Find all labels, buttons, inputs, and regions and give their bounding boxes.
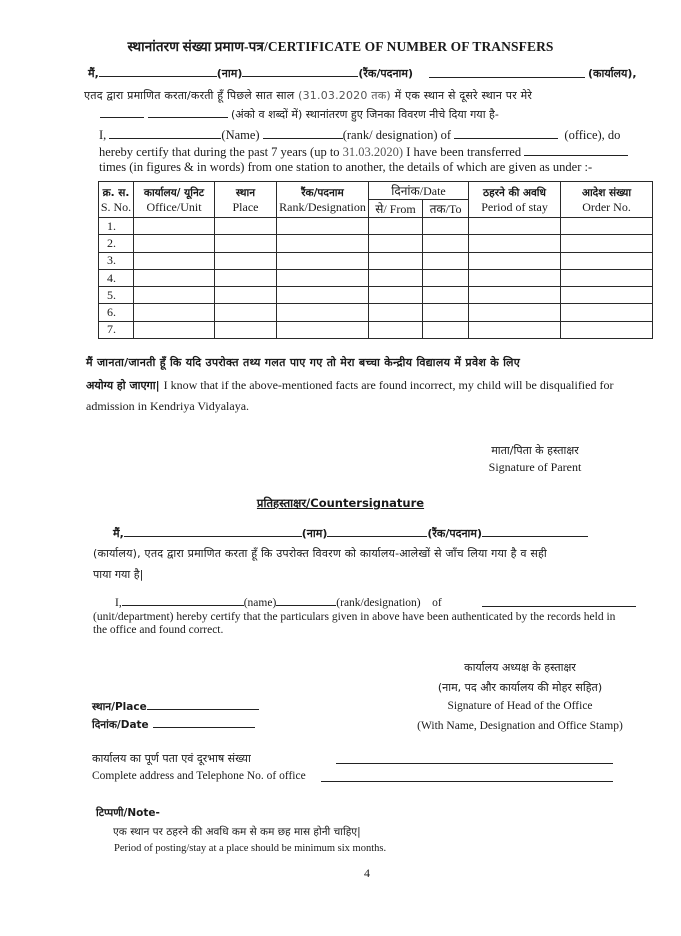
countersign-hindi-line3: पाया गया है| (93, 568, 144, 581)
english-intro-line2: hereby certify that during the past 7 years (up to 31.03.2020) I have been transferred (99, 145, 628, 160)
head-signature-en-line2: (With Name, Designation and Office Stamp) (417, 720, 623, 732)
cell-period[interactable] (469, 218, 561, 235)
cell-from[interactable] (369, 304, 423, 321)
countersign-hindi-name-field[interactable] (124, 526, 302, 537)
english-cutoff-date: 31.03.2020) (342, 145, 404, 159)
cell-order[interactable] (561, 269, 653, 286)
cell-period[interactable] (469, 269, 561, 286)
hindi-name-field[interactable] (99, 66, 217, 77)
cell-sno: 5. (99, 287, 134, 304)
cell-order[interactable] (561, 287, 653, 304)
header-date-from: से/ From (369, 200, 423, 218)
cell-place[interactable] (215, 304, 277, 321)
cell-period[interactable] (469, 235, 561, 252)
cell-period[interactable] (469, 321, 561, 338)
english-office-field[interactable] (454, 128, 558, 139)
countersign-hindi-line2: (कार्यालय), एतद द्वारा प्रमाणित करता हूँ कि उपरोक्त विवरण को कार्यालय-आलेखों से जाँच लिया गया है व सही (93, 547, 547, 560)
header-date-to: तक/To (423, 200, 469, 218)
cell-office[interactable] (134, 321, 215, 338)
cell-to[interactable] (423, 321, 469, 338)
hindi-rank-label: (रैंक/पदनाम) (358, 67, 413, 80)
hindi-intro-line3: (अंको व शब्दों में) स्थानांतरण हुए जिनका विवरण नीचे दिया गया है- (100, 107, 499, 122)
cell-rank[interactable] (277, 304, 369, 321)
cell-office[interactable] (134, 235, 215, 252)
table-row (99, 235, 653, 252)
cell-period[interactable] (469, 252, 561, 269)
hindi-prefix: मैं, (88, 67, 99, 80)
countersign-english-unit-field[interactable] (482, 596, 636, 607)
cell-rank[interactable] (277, 269, 369, 286)
english-intro-line3: times (in figures & in words) from one station to another, the details of which are given as under :- (99, 160, 593, 174)
countersign-english-line1: I, (name) (rank/designation) of (115, 597, 442, 609)
countersign-english-name-field[interactable] (122, 595, 244, 606)
table-row (99, 269, 653, 286)
cell-office[interactable] (134, 269, 215, 286)
table-row (99, 304, 653, 321)
declaration-line2: अयोग्य हो जाएगा| I know that if the above-mentioned facts are found incorrect, my child will be disqualified for (86, 378, 614, 392)
cell-order[interactable] (561, 304, 653, 321)
head-signature-hi-line1: कार्यालय अध्यक्ष के हस्ताक्षर (464, 661, 576, 674)
parent-signature-hi: माता/पिता के हस्ताक्षर (491, 444, 579, 457)
header-date: दिनांक/Date (369, 182, 469, 200)
hindi-office-field[interactable] (429, 67, 585, 78)
cell-period[interactable] (469, 287, 561, 304)
table-row (99, 321, 653, 338)
cell-place[interactable] (215, 287, 277, 304)
place-row: स्थान/Place (92, 697, 259, 715)
cell-office[interactable] (134, 252, 215, 269)
english-name-field[interactable] (109, 128, 221, 139)
cell-sno: 7. (99, 321, 134, 338)
address-line-2[interactable] (321, 781, 613, 782)
page-number: 4 (364, 866, 370, 880)
cell-rank[interactable] (277, 287, 369, 304)
cell-from[interactable] (369, 218, 423, 235)
hindi-rank-field[interactable] (242, 66, 358, 77)
hindi-name-label: (नाम) (216, 67, 243, 80)
cell-sno: 4. (99, 269, 134, 286)
countersign-hindi-line1: मैं, (नाम) (रैंक/पदनाम) (113, 526, 588, 541)
cell-rank[interactable] (277, 235, 369, 252)
hindi-count-figures-field[interactable] (100, 107, 144, 118)
cell-place[interactable] (215, 252, 277, 269)
countersign-english-line3: the office and found correct. (93, 624, 224, 636)
header-period: ठहरने की अवधि Period of stay (469, 182, 561, 218)
cell-to[interactable] (423, 269, 469, 286)
head-signature-hi-line2: (नाम, पद और कार्यालय की मोहर सहित) (437, 681, 603, 694)
cell-from[interactable] (369, 269, 423, 286)
countersignature-heading: प्रतिहस्ताक्षर/Countersignature (256, 496, 425, 510)
countersign-english-line2: (unit/department) hereby certify that the particulars given in above have been authenticated by the records held in (93, 611, 616, 623)
address-line-1[interactable] (336, 763, 613, 764)
cell-sno: 2. (99, 235, 134, 252)
note-english: Period of posting/stay at a place should be minimum six months. (114, 843, 387, 854)
english-intro-line1: I, (Name) (rank/ designation) of (office), do (99, 128, 621, 142)
cell-order[interactable] (561, 252, 653, 269)
cell-from[interactable] (369, 235, 423, 252)
cell-office[interactable] (134, 304, 215, 321)
header-order: आदेश संख्या Order No. (561, 182, 653, 218)
transfers-table (98, 181, 653, 339)
cell-from[interactable] (369, 321, 423, 338)
table-row (99, 287, 653, 304)
countersign-hindi-rank-field[interactable] (327, 526, 427, 537)
header-sno: क्र. स. S. No. (99, 182, 134, 218)
cell-rank[interactable] (277, 321, 369, 338)
english-transfer-count-field[interactable] (524, 145, 628, 156)
declaration-english-line3: admission in Kendriya Vidyalaya. (86, 399, 250, 413)
header-rank: रैंक/पदनाम Rank/Designation (277, 182, 369, 218)
countersign-hindi-office-field[interactable] (482, 526, 588, 537)
cell-order[interactable] (561, 218, 653, 235)
cell-place[interactable] (215, 218, 277, 235)
english-rank-field[interactable] (263, 128, 343, 139)
document-title: स्थानांतरण संख्या प्रमाण-पत्र/CERTIFICATE OF NUMBER OF TRANSFERS (127, 39, 554, 54)
countersign-english-rank-field[interactable] (276, 595, 336, 606)
cell-office[interactable] (134, 218, 215, 235)
cell-office[interactable] (134, 287, 215, 304)
date-field[interactable] (153, 717, 255, 728)
cell-rank[interactable] (277, 218, 369, 235)
head-signature-en-line1: Signature of Head of the Office (447, 700, 593, 712)
hindi-office-label: (कार्यालय), (588, 67, 637, 80)
cell-to[interactable] (423, 218, 469, 235)
cell-to[interactable] (423, 287, 469, 304)
cell-period[interactable] (469, 304, 561, 321)
address-en-label: Complete address and Telephone No. of office (92, 770, 306, 782)
cell-sno: 1. (99, 218, 134, 235)
table-row (99, 252, 653, 269)
date-row: दिनांक/Date (92, 715, 255, 733)
hindi-intro-line2: एतद द्वारा प्रमाणित करता/करती हूँ पिछले सात साल (31.03.2020 तक) में एक स्थान से दूसरे स्थान पर मेरे (84, 89, 533, 102)
cell-place[interactable] (215, 269, 277, 286)
place-field[interactable] (147, 699, 259, 710)
cell-rank[interactable] (277, 252, 369, 269)
cell-sno: 3. (99, 252, 134, 269)
declaration-hindi-line1: मैं जानता/जानती हूँ कि यदि उपरोक्त तथ्य गलत पाए गए तो मेरा बच्चा केन्द्रीय विद्यालय में प्रवेश के लिए (86, 356, 521, 369)
cell-to[interactable] (423, 235, 469, 252)
header-place: स्थान Place (215, 182, 277, 218)
address-hi-label: कार्यालय का पूर्ण पता एवं दूरभाष संख्या (92, 752, 251, 765)
cell-order[interactable] (561, 235, 653, 252)
cell-order[interactable] (561, 321, 653, 338)
header-office: कार्यालय/ यूनिट Office/Unit (134, 182, 215, 218)
parent-signature-en: Signature of Parent (488, 460, 582, 474)
hindi-intro-line1 (88, 66, 413, 81)
hindi-cutoff-date: (31.03.2020 तक) (298, 89, 391, 102)
note-heading: टिप्पणी/Note- (96, 807, 160, 819)
cell-to[interactable] (423, 252, 469, 269)
cell-place[interactable] (215, 321, 277, 338)
cell-place[interactable] (215, 235, 277, 252)
cell-from[interactable] (369, 287, 423, 304)
hindi-count-words-field[interactable] (148, 107, 228, 118)
cell-from[interactable] (369, 252, 423, 269)
table-row (99, 218, 653, 235)
note-hindi: एक स्थान पर ठहरने की अवधि कम से कम छह मास होनी चाहिए| (113, 826, 361, 838)
cell-sno: 6. (99, 304, 134, 321)
cell-to[interactable] (423, 304, 469, 321)
